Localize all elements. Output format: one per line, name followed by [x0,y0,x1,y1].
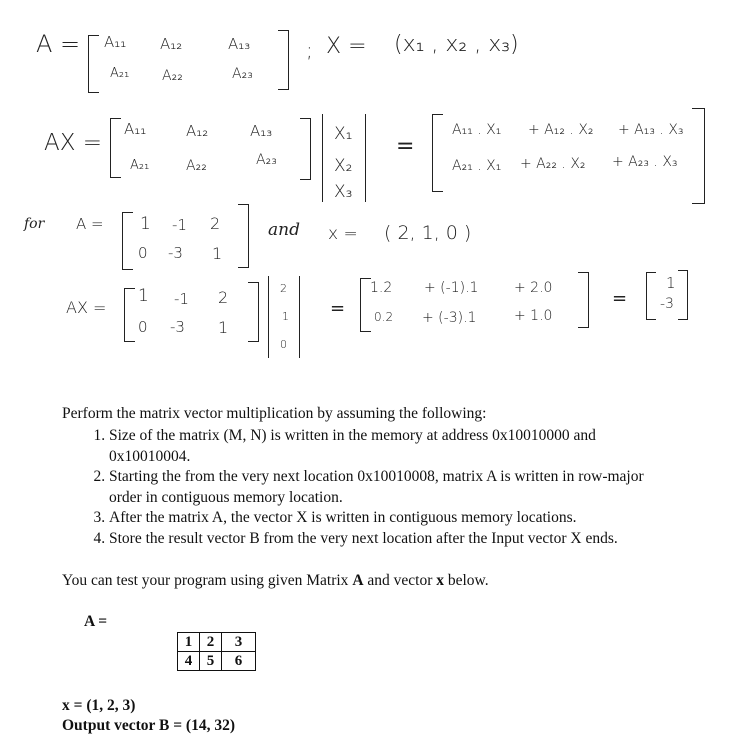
line3-lhs: A = [76,215,104,233]
line4-r1c1: 1 [138,286,149,306]
line4-v1: 2 [280,282,287,295]
table-row [178,652,256,671]
matrix-cell: 3 [222,633,256,652]
line1-a22: A₂₂ [162,68,183,84]
line4-bracket-right [248,282,259,342]
line3-r2c3: 1 [212,244,223,263]
line3-bracket-right [238,204,249,268]
line2-bracket-left [110,118,121,178]
line4-final-1: 1 [666,274,676,292]
matrix-cell: 5 [200,652,222,671]
line3-for-label: for [24,216,45,232]
test-intro-text3: below. [444,572,489,589]
line2-a22: A₂₂ [186,158,207,174]
test-matrix-table [177,632,256,671]
line2-r2c3: + A₂₃ . X₃ [612,154,678,170]
line2-bracket-right [300,118,311,180]
line4-equals2: = [612,288,628,309]
line4-r2c3: 1 [218,318,229,337]
line2-a21: A₂₁ [130,158,150,173]
instruction-item: 4. Store the result vector B from the very next location after the Input vector X ends. [109,529,662,550]
test-intro-text2: and vector [363,572,437,589]
line4-final-2: -3 [660,296,674,312]
matrix-cell: 6 [222,652,256,671]
line4-v3: 0 [280,338,287,351]
instruction-item: 1. Size of the matrix (M, N) is written in the memory at address 0x10010000 and 0x10010004. [109,426,662,467]
instruction-item: 3. After the matrix A, the vector X is written in contiguous memory locations. [109,508,662,529]
line4-final-bracket-left [646,272,656,320]
instructions [62,404,662,549]
line4-r1-term1: 1.2 [370,280,393,296]
instructions-intro: Perform the matrix vector multiplication by assuming the following: [62,405,487,422]
line4-r2-term1: 0.2 [374,310,394,324]
matrix-cell: 2 [200,633,222,652]
line4-r2c1: 0 [138,318,148,336]
line2-r1c3: + A₁₃ . X₃ [618,122,684,138]
instructions-list [62,426,662,549]
line4-final-bracket-right [678,270,688,320]
instruction-item: 2. Starting the from the very next location 0x10010008, matrix A is written in row-major order in contiguous memory location. [109,467,662,508]
test-intro [62,571,489,591]
matrix-cell: 4 [178,652,200,671]
line4-bracket-left [124,288,135,342]
line3-x-label: x = [328,224,358,244]
line1-separator: ; [306,38,313,62]
line4-v2: 1 [282,310,289,323]
line3-bracket-left [122,212,133,270]
line4-r1-term3: + 2.0 [514,280,553,296]
line3-and-label: and [268,220,300,240]
line2-x3: X₃ [334,182,353,202]
matrix-cell: 1 [178,633,200,652]
line1-lhs: A = [36,30,81,58]
line2-lhs: AX = [44,130,103,156]
line1-bracket-left [88,35,99,93]
line2-r2c2: + A₂₂ . X₂ [520,156,586,172]
line1-a23: A₂₃ [232,66,253,82]
line3-x-vector: ( 2, 1, 0 ) [384,222,472,244]
line2-r1c2: + A₁₂ . X₂ [528,122,594,138]
line2-r2c1: A₂₁ . X₁ [452,158,502,174]
line3-r2c1: 0 [138,244,148,262]
line4-r1-term2: + (-1).1 [424,280,479,296]
line4-lhs: AX = [66,298,107,317]
line4-r1c2: -1 [174,290,189,308]
line3-r2c2: -3 [168,244,183,262]
line2-x2: X₂ [334,156,353,176]
line2-a11: A₁₁ [124,120,147,138]
line2-equals: = [396,134,415,159]
table-row [178,633,256,652]
line2-a13: A₁₃ [250,122,273,140]
line1-a12: A₁₂ [160,35,183,53]
line1-a11: A₁₁ [104,33,127,51]
line2-a23: A₂₃ [256,152,277,168]
test-intro-bold-a: A [352,572,364,589]
line2-result-bracket-right [692,108,705,204]
test-intro-text1: You can test your program using given Matrix [62,572,353,589]
line2-x1: X₁ [334,124,353,144]
line1-x-label: X = [326,34,367,59]
line4-equals: = [330,298,346,319]
test-x-vector: x = (1, 2, 3) [62,697,136,714]
line3-r1c2: -1 [172,216,187,234]
line2-result-bracket-left [432,114,443,192]
line1-a21: A₂₁ [110,66,130,81]
test-a-label: A = [84,613,108,630]
test-output-vector: Output vector B = (14, 32) [62,717,236,734]
line2-a12: A₁₂ [186,122,209,140]
line2-r1c1: A₁₁ . X₁ [452,122,502,138]
line4-result-bracket-right [578,272,589,328]
line4-r2-term2: + (-3).1 [422,310,477,326]
line1-bracket-right [278,30,289,90]
line4-r2-term3: + 1.0 [514,308,553,324]
line3-r1c3: 2 [210,214,221,233]
line4-r1c3: 2 [218,288,229,307]
line1-x-vector: (x₁ , x₂ , x₃) [394,32,519,57]
line4-r2c2: -3 [170,318,185,336]
test-intro-bold-x: x [436,572,444,589]
line1-a13: A₁₃ [228,35,251,53]
line3-r1c1: 1 [140,214,151,234]
